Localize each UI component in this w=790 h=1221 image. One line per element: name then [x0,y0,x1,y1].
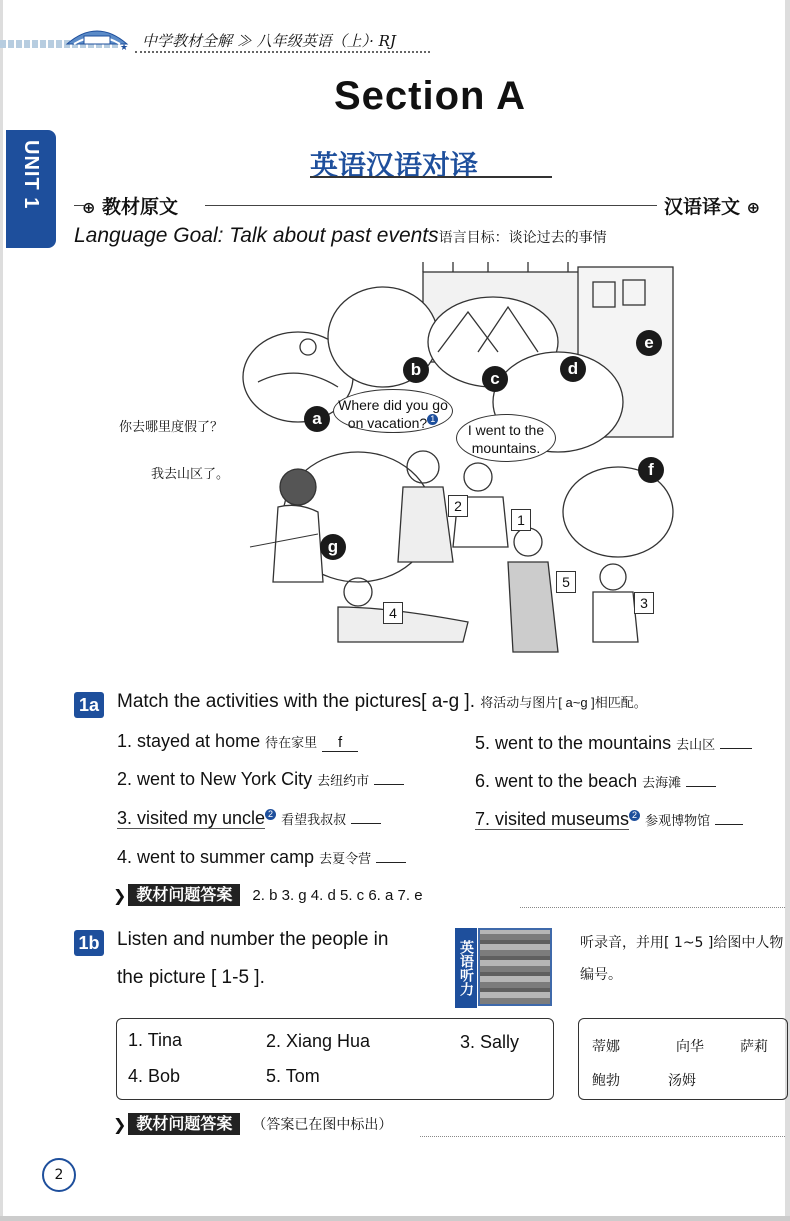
instr-1a-cn: 将活动与图片[ a~g ]相匹配。 [480,695,647,710]
item-1-en: 1. stayed at home [117,731,261,751]
header-dotted-rule [135,51,430,53]
answer-blank-3[interactable] [351,823,381,824]
label-b: b [403,357,429,383]
label-d: d [560,356,586,382]
label-c: c [482,366,508,392]
header-separator-icon: ≫ [236,32,252,50]
name-4: 4. Bob [128,1066,181,1086]
book-logo-icon [62,22,132,52]
answer-blank-5[interactable] [720,748,752,749]
item-5-cn: 去山区 [676,738,716,753]
number-3: 3 [634,592,654,614]
item-1-cn: 待在家里 [265,736,318,751]
qr-code-icon[interactable] [478,928,552,1006]
name-2: 2. Xiang Hua [266,1031,371,1051]
number-5: 5 [556,571,576,593]
item-1a-1 [117,731,358,752]
rule-middle [205,205,657,206]
svg-text:★: ★ [120,43,129,52]
answer-blank-7[interactable] [715,824,743,825]
item-1a-7 [475,809,743,830]
item-3-en: 3. visited my uncle [117,808,266,828]
unit-tab [6,130,56,248]
page-bottom-edge [0,1216,790,1221]
unit-tab-label: UNIT 1 [20,140,42,210]
answers-1a: 2. b 3. g 4. d 5. c 6. a 7. e [252,886,423,904]
speech-bubble-answer [456,414,556,462]
header-title [142,30,396,51]
answer-blank-2[interactable] [374,784,404,785]
item-7-en: 7. visited museums [475,809,630,829]
item-1a-2 [117,769,404,790]
item-4-en: 4. went to summer camp [117,847,315,867]
bubble-question-text: Where did you go on vacation? [338,397,448,431]
label-e: e [636,330,662,356]
name-cn-3: 萨莉 [740,1039,768,1055]
listening-tag: 英语听力 [455,928,477,1008]
cn-title-underline [310,176,552,178]
header-book: 中学教材全解 [142,32,233,50]
item-1a-4 [117,847,406,868]
item-6-cn: 去海滩 [642,776,682,791]
answer-rule-1a [520,907,785,908]
exercise-1a-instruction [117,691,647,713]
item-1a-5 [475,733,752,754]
label-g: g [320,534,346,560]
name-cn-2: 向华 [676,1039,704,1055]
chevron-right-icon: ❯ [113,1114,127,1134]
number-1: 1 [511,509,531,531]
item-5-en: 5. went to the mountains [475,733,672,753]
name-cn-1: 蒂娜 [592,1039,620,1055]
instr-1a-en: Match the activities with the pictures[ a-g ]. [117,691,475,712]
item-3-cn: 看望我叔叔 [281,813,347,828]
instr-1b-cn-line1: 听录音，并用[ 1~5 ]给图中人物 [580,935,784,951]
goal-en: Language Goal: Talk about past events [74,224,439,247]
cn-title: 英语汉语对译 [310,149,479,182]
original-label-text: 教材原文 [102,196,179,218]
answers-1b: （答案已在图中标出） [252,1116,393,1132]
bubble-answer-text: I went to the mountains. [467,422,545,456]
page-left-edge [0,0,3,1221]
speech-bubble-question [333,389,453,433]
exercise-1b-instruction-line1: Listen and number the people in [117,929,389,950]
item-2-en: 2. went to New York City [117,769,313,789]
scene-drawing [238,262,678,682]
answer-blank-4[interactable] [376,862,406,863]
answer-tag-1b: 教材问题答案 [128,1113,240,1135]
name-cn-5: 汤姆 [668,1073,696,1089]
name-1: 1. Tina [128,1030,183,1050]
answer-tag-1a: 教材问题答案 [128,884,240,906]
original-text-label [74,192,178,219]
answer-blank-6[interactable] [686,786,716,787]
item-6-en: 6. went to the beach [475,771,638,791]
answer-bar-1a [113,884,423,906]
note-2-icon: 2 [265,809,276,820]
side-translation-answer: 我去山区了。 [151,467,230,482]
item-1a-3 [117,808,381,829]
section-title: Section A [334,74,526,118]
note-2-icon: 2 [629,810,640,821]
side-translation-question: 你去哪里度假了？ [119,420,224,435]
label-a: a [304,406,330,432]
answer-bar-1b [113,1113,392,1135]
item-4-cn: 去夏令营 [319,852,372,867]
translation-label [664,192,760,219]
item-7-cn: 参观博物馆 [645,814,711,829]
exercise-1b-badge: 1b [74,930,104,956]
language-goal [74,224,607,248]
arrow-down-circle-icon: ⊕ [746,198,761,217]
item-2-cn: 去纽约市 [317,774,370,789]
instr-1b-cn-line2: 编号。 [580,967,622,983]
answer-blank-1[interactable]: f [322,734,358,752]
number-2: 2 [448,495,468,517]
label-f: f [638,457,664,483]
chevron-right-icon: ❯ [113,885,127,905]
header-grade: 八年级英语（上）· RJ [256,32,396,50]
name-3: 3. Sally [460,1032,520,1052]
goal-cn: 语言目标：谈论过去的事情 [438,230,607,246]
answer-rule-1b [420,1136,785,1137]
name-5: 5. Tom [266,1066,320,1086]
number-4: 4 [383,602,403,624]
vacation-illustration [238,262,678,682]
translation-label-text: 汉语译文 [664,196,741,218]
exercise-1a-badge: 1a [74,692,104,718]
page-number: 2 [42,1158,76,1192]
name-cn-4: 鲍勃 [592,1073,620,1089]
arrow-down-circle-icon: ⊕ [82,198,96,217]
item-1a-6 [475,771,716,792]
exercise-1b-instruction-line2: the picture [ 1-5 ]. [117,967,265,988]
note-1-icon: 1 [427,414,438,425]
